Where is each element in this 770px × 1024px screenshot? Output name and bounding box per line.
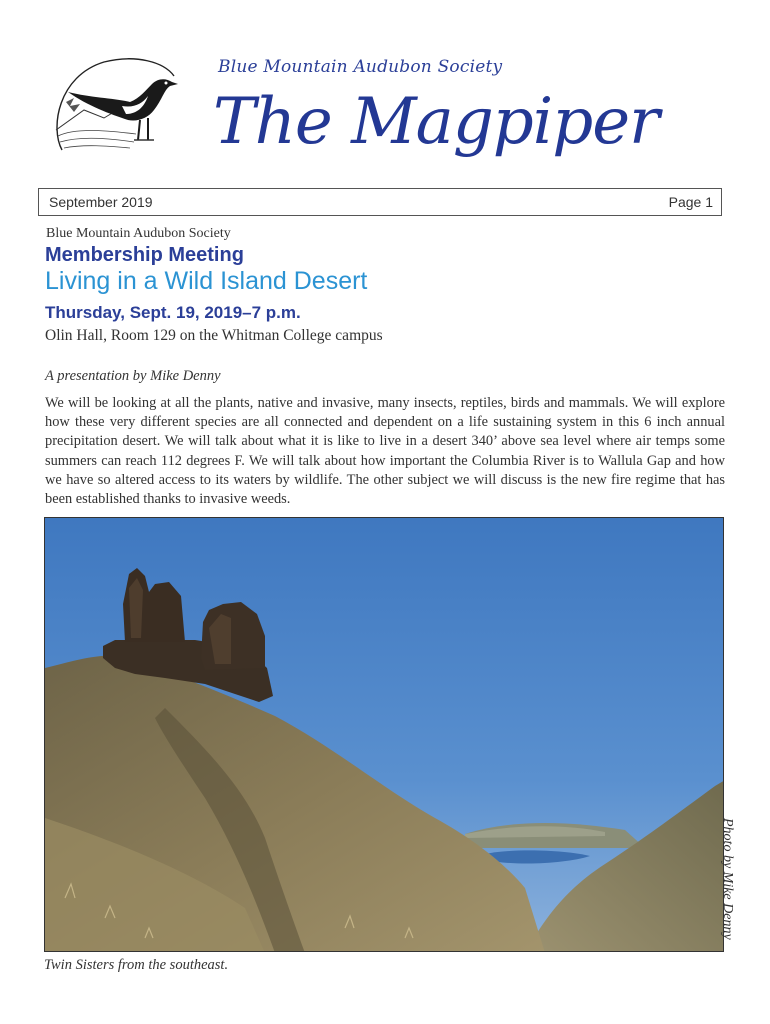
- presenter-line: A presentation by Mike Denny: [45, 368, 221, 384]
- issue-date: September 2019: [49, 194, 153, 210]
- organization-line: Blue Mountain Audubon Society: [46, 226, 231, 241]
- article-body: We will be looking at all the plants, native and invasive, many insects, reptiles, birds and mammals. We will explore how these very different species are all connected and dependent on a life sustaining system in this 6 inch annual precipitation desert. We will talk about what it is like to live in a desert 340’ above sea level where air temps some summers can reach 112 degrees F. We will talk about how important the Columbia River is to Wallula Gap and how we have so altered access to its waters by wildlife. The other subject we will discuss is the new fire regime that has been established thanks to invasive weeds.: [45, 395, 725, 508]
- photo-credit: Photo by Mike Denny: [720, 818, 735, 940]
- event-datetime: Thursday, Sept. 19, 2019–7 p.m.: [45, 303, 301, 322]
- issue-bar: [38, 188, 722, 216]
- meeting-label: Membership Meeting: [45, 244, 244, 266]
- magpie-logo-icon: [44, 48, 194, 156]
- landscape-photo: [44, 517, 724, 952]
- event-location: Olin Hall, Room 129 on the Whitman College campus: [45, 327, 383, 344]
- newsletter-title: The Magpiper: [213, 85, 659, 159]
- article-title: Living in a Wild Island Desert: [45, 267, 368, 295]
- society-title: Blue Mountain Audubon Society: [218, 57, 503, 77]
- photo-caption: Twin Sisters from the southeast.: [44, 957, 229, 973]
- page-number: Page 1: [668, 194, 713, 210]
